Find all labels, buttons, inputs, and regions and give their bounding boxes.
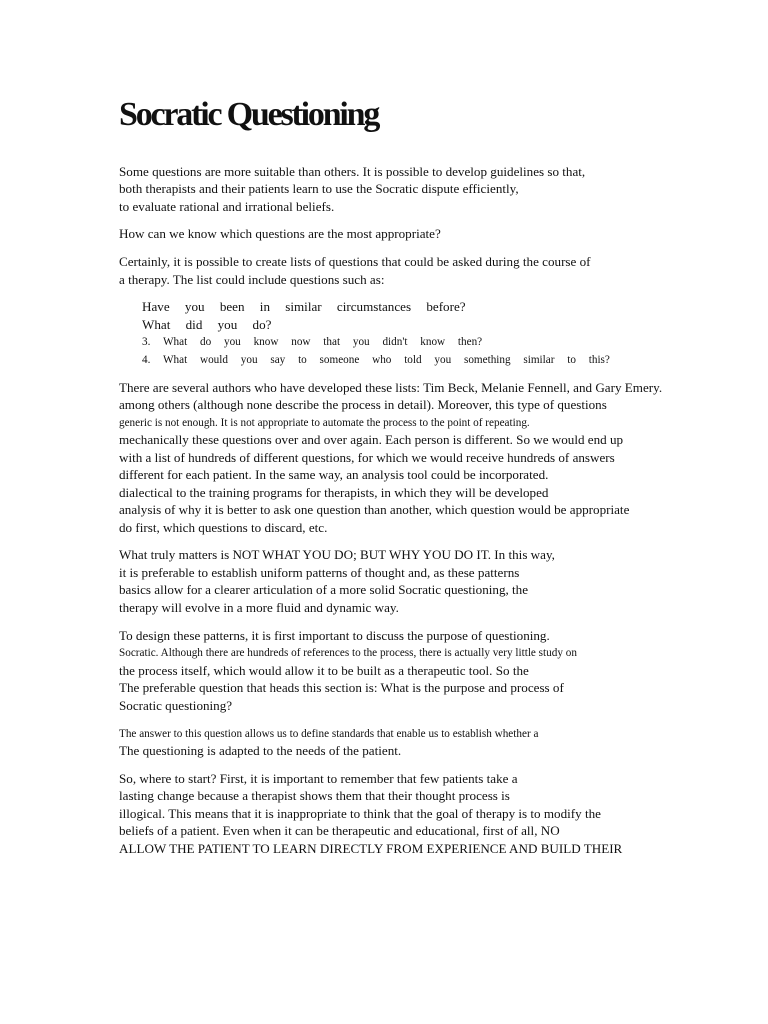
body-line: What truly matters is NOT WHAT YOU DO; BUT WHY YOU DO IT. In this way, — [119, 547, 555, 562]
body-line: a therapy. The list could include questions such as: — [119, 272, 385, 287]
body-line: generic is not enough. It is not appropriate to automate the process to the point of repeating. — [119, 417, 530, 429]
body-line: How can we know which questions are the most appropriate? — [119, 226, 441, 241]
body-line: the process itself, which would allow it to be built as a therapeutic tool. So the — [119, 663, 529, 678]
body-line: ALLOW THE PATIENT TO LEARN DIRECTLY FROM EXPERIENCE AND BUILD THEIR — [119, 841, 623, 856]
body-line: The answer to this question allows us to define standards that enable us to establish whether a — [119, 728, 539, 740]
body-line: both therapists and their patients learn to use the Socratic dispute efficiently, — [119, 181, 519, 196]
body-line: lasting change because a therapist shows them that their thought process is — [119, 788, 510, 803]
body-line: analysis of why it is better to ask one question than another, which question would be appropriate — [119, 502, 630, 517]
body-line: So, where to start? First, it is important to remember that few patients take a — [119, 771, 518, 786]
body-line: different for each patient. In the same way, an analysis tool could be incorporated. — [119, 467, 549, 482]
body-line: to evaluate rational and irrational beliefs. — [119, 199, 335, 214]
body-line: with a list of hundreds of different questions, for which we would receive hundreds of answers — [119, 450, 615, 465]
page-title: Socratic Questioning — [119, 96, 379, 133]
body-line: The questioning is adapted to the needs of the patient. — [119, 743, 402, 758]
list-item: Have you been in similar circumstances before? — [142, 299, 466, 314]
body-line: dialectical to the training programs for therapists, in which they will be developed — [119, 485, 549, 500]
body-line: There are several authors who have developed these lists: Tim Beck, Melanie Fennell, and Gary Emery. — [119, 380, 663, 395]
body-line: therapy will evolve in a more fluid and dynamic way. — [119, 600, 399, 615]
body-line: mechanically these questions over and over again. Each person is different. So we would end up — [119, 432, 624, 447]
body-line: basics allow for a clearer articulation of a more solid Socratic questioning, the — [119, 582, 529, 597]
body-line: Certainly, it is possible to create lists of questions that could be asked during the course of — [119, 254, 591, 269]
list-item: 4. What would you say to someone who told you something similar to this? — [142, 354, 610, 366]
list-item: What did you do? — [142, 317, 272, 332]
body-line: To design these patterns, it is first important to discuss the purpose of questioning. — [119, 628, 550, 643]
body-line: beliefs of a patient. Even when it can be therapeutic and educational, first of all, NO — [119, 823, 560, 838]
body-line: illogical. This means that it is inappropriate to think that the goal of therapy is to modify the — [119, 806, 601, 821]
body-line: among others (although none describe the process in detail). Moreover, this type of questions — [119, 397, 607, 412]
list-item: 3. What do you know now that you didn't know then? — [142, 336, 483, 348]
body-line: Socratic. Although there are hundreds of references to the process, there is actually very little study on — [119, 647, 577, 659]
body-line: it is preferable to establish uniform patterns of thought and, as these patterns — [119, 565, 520, 580]
body-line: Socratic questioning? — [119, 698, 233, 713]
body-line: Some questions are more suitable than others. It is possible to develop guidelines so that, — [119, 164, 586, 179]
body-line: do first, which questions to discard, etc. — [119, 520, 328, 535]
body-line: The preferable question that heads this section is: What is the purpose and process of — [119, 680, 564, 695]
